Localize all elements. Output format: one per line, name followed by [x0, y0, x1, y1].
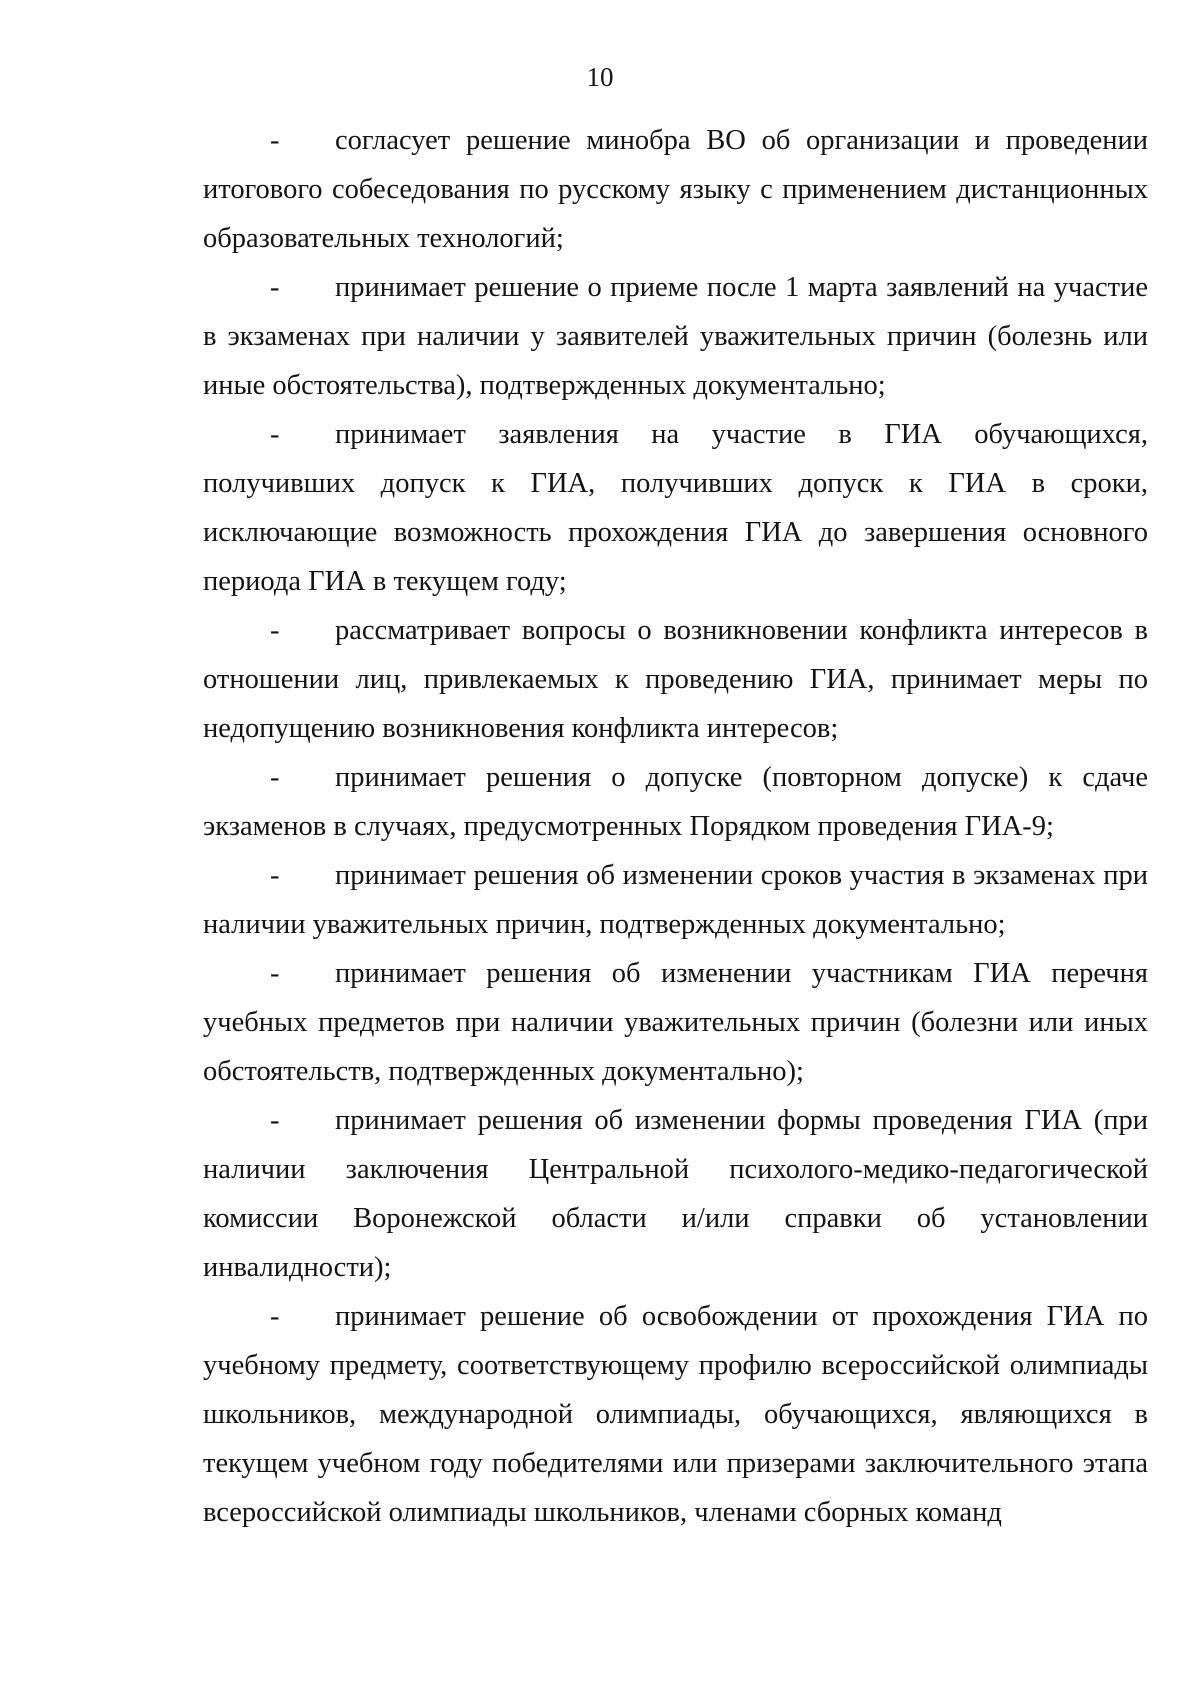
list-item-text: принимает решения об изменении участникам ГИА перечня учебных предметов при наличии уважительных причин (болезни или иных обстоятельств, подтвержденных документально); [203, 958, 1148, 1087]
document-body [203, 116, 1148, 1537]
list-dash: - [270, 615, 280, 646]
list-item [203, 410, 1148, 606]
list-item-text: принимает решения об изменении формы проведения ГИА (при наличии заключения Центральной психолого-медико-педагогической комиссии Воронежской области и/или справки об установлении инвалидности); [203, 1105, 1148, 1283]
list-item-text: рассматривает вопросы о возникновении конфликта интересов в отношении лиц, привлекаемых к проведению ГИА, принимает меры по недопущению возникновения конфликта интересов; [203, 615, 1148, 744]
list-dash: - [270, 1105, 280, 1136]
list-item-text: принимает решения о допуске (повторном допуске) к сдаче экзаменов в случаях, предусмотренных Порядком проведения ГИА-9; [203, 762, 1148, 842]
list-dash: - [270, 125, 280, 156]
list-item [203, 606, 1148, 753]
list-item [203, 263, 1148, 410]
list-item-text: согласует решение минобра ВО об организации и проведении итогового собеседования по русскому языку с применением дистанционных образовательных технологий; [203, 125, 1148, 254]
page-number: 10 [586, 62, 614, 92]
list-dash: - [270, 272, 280, 303]
list-dash: - [270, 419, 280, 450]
list-dash: - [270, 860, 280, 891]
list-item [203, 116, 1148, 263]
list-item-text: принимает решение о приеме после 1 марта заявлений на участие в экзаменах при наличии у заявителей уважительных причин (болезнь или иные обстоятельства), подтвержденных документально; [203, 272, 1148, 401]
list-dash: - [270, 958, 280, 989]
list-item [203, 1096, 1148, 1292]
list-item-text: принимает решения об изменении сроков участия в экзаменах при наличии уважительных причин, подтвержденных документально; [203, 860, 1148, 940]
list-item [203, 1292, 1148, 1537]
list-item [203, 851, 1148, 949]
list-item-text: принимает заявления на участие в ГИА обучающихся, получивших допуск к ГИА, получивших допуск к ГИА в сроки, исключающие возможность прохождения ГИА до завершения основного периода ГИА в текущем году; [203, 419, 1148, 597]
list-item [203, 949, 1148, 1096]
list-dash: - [270, 762, 280, 793]
list-item [203, 753, 1148, 851]
list-item-text: принимает решение об освобождении от прохождения ГИА по учебному предмету, соответствующему профилю всероссийской олимпиады школьников, международной олимпиады, обучающихся, являющихся в текущем учебном году победителями или призерами заключительного этапа всероссийской олимпиады школьников, членами сборных команд [203, 1301, 1148, 1528]
list-dash: - [270, 1301, 280, 1332]
